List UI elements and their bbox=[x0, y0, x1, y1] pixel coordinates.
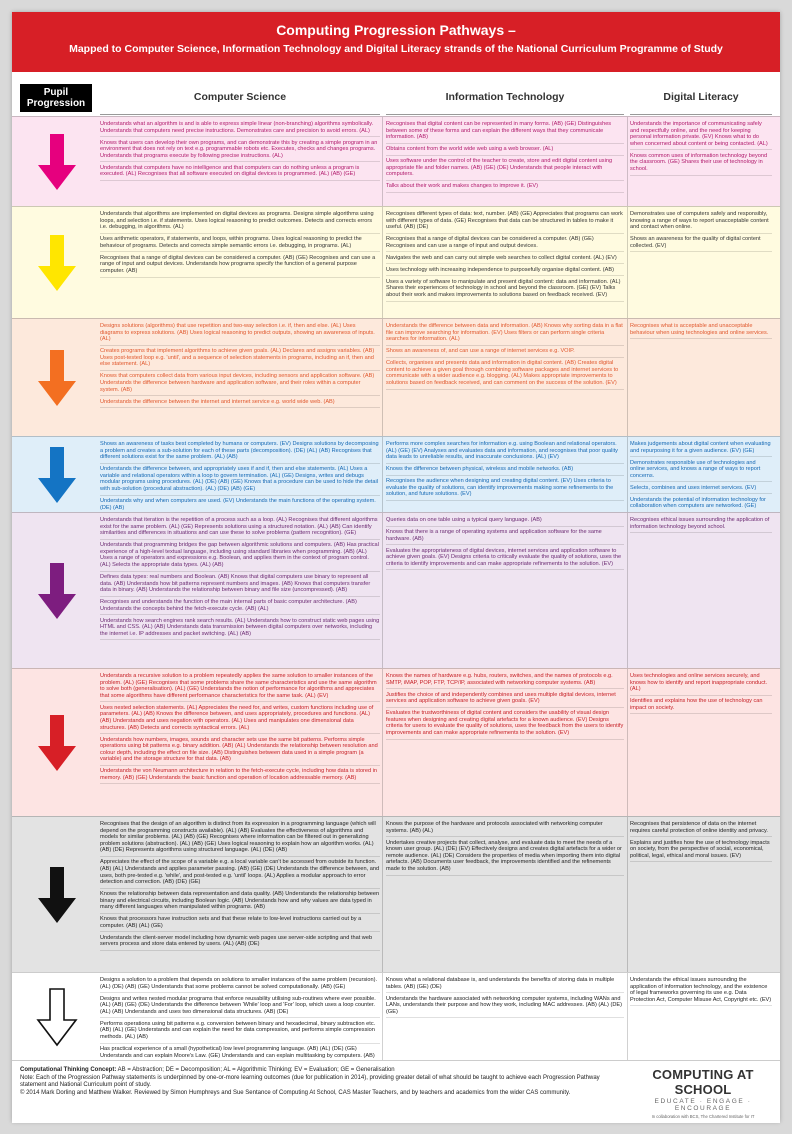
statement: Understands the importance of communicating safely and respectfully online, and the need for keeping personal information private. (EV) Knows what to do when concerned about content or being contacted. (AL) bbox=[630, 121, 772, 150]
column-divider bbox=[627, 973, 628, 1061]
column-divider bbox=[627, 117, 628, 207]
column-divider bbox=[382, 207, 383, 319]
statement: Understands how numbers, images, sounds and character sets use the same bit patterns. Performs simple operations using bit patterns e.g. binary addition. (AB) (AL) Understands the relationship between resolution and colour depth, including the effect on file size. (AB) Distinguishes between data used in a simple program (a variable) and the storage structure for that data. (AB) bbox=[100, 737, 380, 766]
statement: Makes judgements about digital content when evaluating and repurposing it for a given audience. (EV) (GE) bbox=[630, 441, 772, 457]
statement: Creates programs that implement algorithms to achieve given goals. (AL) Declares and assigns variables. (AB) Uses post-tested loop e.g. 'until', and a sequence of selection statements in programs, including an if, then and else statement. (AL) bbox=[100, 348, 380, 371]
column-divider bbox=[627, 817, 628, 973]
cell-it bbox=[386, 673, 624, 815]
footer-text bbox=[20, 1067, 610, 1097]
statement: Knows that users can develop their own programs, and can demonstrate this by creating a simple program in an environment that does not rely on text e.g. programmable robots etc. Executes, checks and changes programs. Understands that programs execute by following precise instructions. (AL) bbox=[100, 140, 380, 163]
cell-cs bbox=[100, 821, 380, 971]
statement: Recognises ethical issues surrounding the application of information technology beyond school. bbox=[630, 517, 772, 533]
statement: Uses arithmetic operators, if statements, and loops, within programs. Uses logical reasoning to predict the behaviour of programs. Detects and corrects simple semantic errors i.e. debugging, in programs. (AL) bbox=[100, 236, 380, 252]
column-divider bbox=[382, 669, 383, 817]
progression-band bbox=[12, 668, 780, 817]
statement: Understands the hardware associated with networking computer systems, including WANs and LANs, understands their purpose and how they work, including MAC addresses. (AB) (AL) (DE) (GE) bbox=[386, 996, 624, 1019]
statement: Uses a variety of software to manipulate and present digital content: data and information. (AL) Shares their experiences of technology in school and beyond the classroom. (GE) (EV) Talks about their work and makes improvements to solutions based on feedback received. (EV) bbox=[386, 279, 624, 302]
statement: Understands the von Neumann architecture in relation to the fetch-execute cycle, including how data is stored in memory. (AB) (GE) Understands the basic function and operation of location addressable memory. (AB) bbox=[100, 768, 380, 784]
statement: Justifies the choice of and independently combines and uses multiple digital devices, internet services and application software to achieve given goals. (EV) bbox=[386, 692, 624, 708]
statement: Performs operations using bit patterns e.g. conversion between binary and hexadecimal, binary subtraction etc. (AB) (AL) (GE) Understands and can explain the need for data compression, and performs simple compression methods. (AL) (AB) bbox=[100, 1021, 380, 1044]
progression-arrow-icon bbox=[34, 233, 80, 293]
header-pupil-progression: Pupil Progression bbox=[20, 84, 92, 112]
cell-it bbox=[386, 517, 624, 667]
cell-cs bbox=[100, 121, 380, 205]
statement: Designs solutions (algorithms) that use repetition and two-way selection i.e. if, then and else. (AL) Uses diagrams to express solutions. (AB) Uses logical reasoning to predict outputs, showing an awareness of inputs. (AL) bbox=[100, 323, 380, 346]
statement: Identifies and explains how the use of technology can impact on society. bbox=[630, 698, 772, 714]
statement: Knows that computers collect data from various input devices, including sensors and application software. (AB) Understands the difference between hardware and application software, and their roles within a computer system. (AB) bbox=[100, 373, 380, 396]
logo-name: COMPUTING AT SCHOOL bbox=[652, 1067, 754, 1097]
cell-cs bbox=[100, 323, 380, 435]
statement: Selects, combines and uses internet services. (EV) bbox=[630, 485, 772, 495]
statement: Recognises that the design of an algorithm is distinct from its expression in a programming language (which will depend on the programming constructs available). (AL) (AB) Evaluates the effectiveness of algorithms and models for similar problems. (AL) (AB) (GE) Recognises where information can be filtered out in generalizing problem solutions (abstraction). (AL) (AB) (GE) Uses logical reasoning to explain how an algorithm works. (AL) (AB) (DE) Represents algorithms using structured language. (AL) (DE) (AB) bbox=[100, 821, 380, 857]
progression-band bbox=[12, 116, 780, 207]
cell-cs bbox=[100, 441, 380, 511]
statement: Recognises different types of data: text, number. (AB) (GE) Appreciates that programs can work with different types of data. (GE) Recognises that data can be structured in tables to make it useful. (AB) (DE) bbox=[386, 211, 624, 234]
page-subtitle: Mapped to Computer Science, Information Technology and Digital Literacy strands of the National Curriculum Programme of Study bbox=[69, 43, 723, 55]
cell-it bbox=[386, 211, 624, 317]
footer-note: Note: Each of the Progression Pathway statements is underpinned by one-or-more learning outcomes (due for publication in 2014), providing greater detail of what should be taught to achieve each Progression Pathway statement and National Curriculum point of study. bbox=[20, 1074, 600, 1088]
cell-cs bbox=[100, 517, 380, 667]
statement: Talks about their work and makes changes to improve it. (EV) bbox=[386, 183, 624, 193]
column-divider bbox=[627, 437, 628, 513]
statement: Appreciates the effect of the scope of a variable e.g. a local variable can't be accessed from outside its function. (AB) (AL) Understands and applies parameter passing. (AB) (GE) (DE) Understands the difference between, and uses, both pre-tested e.g. 'while', and post-tested e.g. 'until' loops. (AL) Applies a modular approach to error detection and correction. (AB) (DE) (GE) bbox=[100, 859, 380, 888]
statement: Understands that programming bridges the gap between algorithmic solutions and computers. (AB) Has practical experience of a high-level textual language, including using standard libraries when programming. (AB) (AL) Uses a range of operators and expressions e.g. Boolean, and applies them in the context of program control. (AL) Selects the appropriate data types. (AL) (AB) bbox=[100, 542, 380, 571]
cell-it bbox=[386, 977, 624, 1059]
statement: Demonstrates responsible use of technologies and online services, and knows a range of ways to report concerns. bbox=[630, 460, 772, 483]
statement: Understands what an algorithm is and is able to express simple linear (non-branching) algorithms symbolically. Understands that computers need precise instructions. Demonstrates care and precision to avoid errors. (AL) bbox=[100, 121, 380, 137]
statement: Recognises and understands the function of the main internal parts of basic computer architecture. (AB) Understands the concepts behind the fetch-execute cycle. (AB) (AL) bbox=[100, 599, 380, 615]
cell-it bbox=[386, 441, 624, 511]
statement: Understands the ethical issues surrounding the application of information technology, and the existence of legal frameworks governing its use e.g. Data Protection Act, Computer Misuse Act, Copyright etc. (EV) bbox=[630, 977, 772, 1006]
statement: Understands that computers have no intelligence and that computers can do nothing unless a program is executed. (AL) Recognises that all software executed on digital devices is programmed. (AL) (AB) (GE) bbox=[100, 165, 380, 181]
column-divider bbox=[382, 817, 383, 973]
page-title: Computing Progression Pathways – bbox=[276, 22, 516, 38]
logo-partner: In collaboration with BCS, The Chartered Institute for IT bbox=[651, 1114, 755, 1119]
statement: Understands the difference between data and information. (AB) Knows why sorting data in a flat file can improve searching for information. (EV) Uses filters or can perform single criteria searches for information. (AL) bbox=[386, 323, 624, 346]
statement: Shows an awareness of, and can use a range of internet services e.g. VOIP. bbox=[386, 348, 624, 358]
progression-band bbox=[12, 436, 780, 513]
ct-label: Computational Thinking Concept: bbox=[20, 1067, 117, 1073]
cas-logo bbox=[630, 1067, 776, 1119]
statement: Queries data on one table using a typical query language. (AB) bbox=[386, 517, 624, 527]
statement: Understands the difference between the internet and internet service e.g. world wide web. (AB) bbox=[100, 399, 380, 409]
statement: Demonstrates use of computers safely and responsibly, knowing a range of ways to report unacceptable content and contact when online. bbox=[630, 211, 772, 234]
statement: Performs more complex searches for information e.g. using Boolean and relational operators. (AL) (GE) (EV) Analyses and evaluates data and information, and recognises that poor quality data leads to unreliable results, and inaccurate conclusions. (AL) (EV) bbox=[386, 441, 624, 464]
progression-arrow-icon bbox=[34, 865, 80, 925]
statement: Uses technologies and online services securely, and knows how to identify and report inappropriate conduct. (AL) bbox=[630, 673, 772, 696]
column-divider bbox=[382, 117, 383, 207]
cell-dl bbox=[630, 211, 772, 317]
statement: Defines data types: real numbers and Boolean. (AB) Knows that digital computers use binary to represent all data. (AB) Understands how bit patterns represent numbers and images. (AB) Knows that computers transfer data in binary. (AB) Understands the relationship between binary and file size (uncompressed). (AB) bbox=[100, 574, 380, 597]
progression-arrow-icon bbox=[34, 987, 80, 1047]
statement: Understands why and when computers are used. (EV) Understands the main functions of the operating system. (DE) (AB) bbox=[100, 498, 380, 511]
statement: Knows what a relational database is, and understands the benefits of storing data in multiple tables. (AB) (GE) (DE) bbox=[386, 977, 624, 993]
progression-arrow-icon bbox=[34, 132, 80, 192]
progression-band bbox=[12, 972, 780, 1061]
column-divider bbox=[627, 207, 628, 319]
cell-cs bbox=[100, 673, 380, 815]
statement: Undertakes creative projects that collect, analyse, and evaluate data to meet the needs of a known user group. (AL) (DE) (EV) Effectively designs and creates digital artefacts for a wider or remote audience. (AL) (DE) Considers the properties of media when importing them into digital artefacts. (AB) Documents user feedback, the improvements identified and the refinements made to the solution. (AB) bbox=[386, 840, 624, 876]
statement: Explains and justifies how the use of technology impacts on society, from the perspective of social, economical, political, legal, ethical and moral issues. (EV) bbox=[630, 840, 772, 863]
column-divider bbox=[382, 513, 383, 669]
statement: Understands that algorithms are implemented on digital devices as programs. Designs simple algorithms using loops, and selection i.e. if statements. Uses logical reasoning to predict outcomes. Detects and corrects errors i.e. debugging, in algorithms. (AL) bbox=[100, 211, 380, 234]
title-banner bbox=[12, 12, 780, 72]
cell-cs bbox=[100, 977, 380, 1059]
progression-arrow-icon bbox=[34, 713, 80, 773]
progression-band bbox=[12, 206, 780, 319]
statement: Understands a recursive solution to a problem repeatedly applies the same solution to smaller instances of the problem. (AL) (GE) Recognises that some problems share the same characteristics and use the same algorithm to solve both (generalisation). (AL) (GE) Understands the notion of performance for algorithms and appreciates that some algorithms have different performance characteristics for the same task. (AL) (EV) bbox=[100, 673, 380, 702]
cell-dl bbox=[630, 673, 772, 815]
statement: Recognises that a range of digital devices can be considered a computer. (AB) (GE) Recognises and can use a range of input and output devices. Understands how programs specify the function of a general purpose computer. (AB) bbox=[100, 255, 380, 278]
column-divider bbox=[627, 513, 628, 669]
statement: Knows that processors have instruction sets and that these relate to low-level instructions carried out by a computer. (AB) (AL) (GE) bbox=[100, 916, 380, 932]
statement: Understands the client-server model including how dynamic web pages use server-side scripting and that web servers process and store data entered by users. (AL) (AB) (DE) bbox=[100, 935, 380, 951]
footer bbox=[12, 1060, 780, 1123]
statement: Uses nested selection statements. (AL) Appreciates the need for, and writes, custom functions including use of parameters. (AL) (AB) Knows the difference between, and uses appropriately, procedures and functions. (AL) (AB) Understands and uses negation with operators. (AL) Uses and manipulates one dimensional data structures. (AB) Detects and corrects syntactical errors. (AL) bbox=[100, 705, 380, 734]
statement: Knows that there is a range of operating systems and application software for the same hardware. (AB) bbox=[386, 529, 624, 545]
cell-dl bbox=[630, 517, 772, 667]
cell-it bbox=[386, 821, 624, 971]
ct-definitions: AB = Abstraction; DE = Decomposition; AL = Algorithmic Thinking; EV = Evaluation; GE = Generalisation bbox=[116, 1067, 395, 1073]
statement: Recognises what is acceptable and unacceptable behaviour when using technologies and online services. bbox=[630, 323, 772, 339]
column-divider bbox=[382, 973, 383, 1061]
header-digital-literacy: Digital Literacy bbox=[630, 80, 772, 115]
statement: Understands how search engines rank search results. (AL) Understands how to construct static web pages using HTML and CSS. (AL) (AB) Understands data transmission between digital computers over networks, including the internet i.e. IP addresses and packet switching. (AL) (AB) bbox=[100, 618, 380, 641]
statement: Knows the difference between physical, wireless and mobile networks. (AB) bbox=[386, 466, 624, 476]
statement: Recognises that a range of digital devices can be considered a computer. (AB) (GE) Recognises and can use a range of input and output devices. bbox=[386, 236, 624, 252]
column-divider bbox=[627, 319, 628, 437]
statement: Navigates the web and can carry out simple web searches to collect digital content. (AL) (EV) bbox=[386, 255, 624, 265]
cell-cs bbox=[100, 211, 380, 317]
poster bbox=[12, 12, 780, 1122]
progression-band bbox=[12, 512, 780, 669]
footer-copyright: © 2014 Mark Dorling and Matthew Walker. Reviewed by Simon Humphreys and Sue Sentance of Computing At School, CAS Master Teachers, and by teachers and academics from the wider CAS community. bbox=[20, 1089, 571, 1096]
header-computer-science: Computer Science bbox=[100, 80, 380, 115]
statement: Designs and writes nested modular programs that enforce reusability utilising sub-routines where ever possible. (AL) (AB) (GE) (DE) Understands the difference between 'While' loop and 'For' loop, which uses a loop counter. (AL) (AB) Understands and uses two dimensional data structures. (AB) (DE) bbox=[100, 996, 380, 1019]
logo-tagline: EDUCATE · ENGAGE · ENCOURAGE bbox=[654, 1098, 752, 1112]
progression-arrow-icon bbox=[34, 348, 80, 408]
cell-dl bbox=[630, 977, 772, 1059]
progression-band bbox=[12, 318, 780, 437]
statement: Understands that iteration is the repetition of a process such as a loop. (AL) Recognises that different algorithms exist for the same problem. (AL) (GE) Represents solutions using a structured notation. (AL) (AB) Can identify similarities and differences in situations and can use these to solve problems (pattern recognition). (GE) bbox=[100, 517, 380, 540]
statement: Knows the purpose of the hardware and protocols associated with networking computer systems. (AB) (AL) bbox=[386, 821, 624, 837]
statement: Knows the names of hardware e.g. hubs, routers, switches, and the names of protocols e.g. SMTP, iMAP, POP, FTP, TCP/IP, associated with networking computer systems. (AB) bbox=[386, 673, 624, 689]
statement: Designs a solution to a problem that depends on solutions to smaller instances of the same problem (recursion). (AL) (DE) (AB) (GE) Understands that some problems cannot be solved computationally. (AB) (GE) bbox=[100, 977, 380, 993]
statement: Recognises the audience when designing and creating digital content. (EV) Uses criteria to evaluate the quality of solutions, can identify improvements making some refinements to the solution, and future solutions. (EV) bbox=[386, 478, 624, 501]
progression-arrow-icon bbox=[34, 445, 80, 505]
statement: Recognises that persistence of data on the internet requires careful protection of online identity and privacy. bbox=[630, 821, 772, 837]
statement: Knows the relationship between data representation and data quality. (AB) Understands the relationship between binary and electrical circuits, including Boolean logic. (AB) Understands how and why values are data typed in many different languages when manipulated within programs. (AB) bbox=[100, 891, 380, 914]
cell-dl bbox=[630, 441, 772, 511]
statement: Shows an awareness of tasks best completed by humans or computers. (EV) Designs solutions by decomposing a problem and creates a sub-solution for each of these parts (decomposition). (DE) (AL) (AB) Recognises that different solutions exist for the same problem. (AL) (AB) bbox=[100, 441, 380, 464]
statement: Knows common uses of information technology beyond the classroom. (GE) Shares their use of technology in school. bbox=[630, 153, 772, 176]
statement: Uses software under the control of the teacher to create, store and edit digital content using appropriate file and folder names. (AB) (GE) (DE) Understands that people interact with computers. bbox=[386, 158, 624, 181]
statement: Recognises that digital content can be represented in many forms. (AB) (GE) Distinguishes between some of these forms and can explain the different ways that they communicate information. (AB) bbox=[386, 121, 624, 144]
statement: Has practical experience of a small (hypothetical) low level programming language. (AB) (AL) (DE) (GE) Understands and can explain Moore's Law. (GE) Understands and can explain multitasking by computers. (AB) bbox=[100, 1046, 380, 1059]
statement: Understands the potential of information technology for collaboration when computers are networked. (GE) bbox=[630, 497, 772, 511]
statement: Uses technology with increasing independence to purposefully organise digital content. (AB) bbox=[386, 267, 624, 277]
statement: Collects, organises and presents data and information in digital content. (AB) Creates digital content to achieve a given goal through combining software packages and internet services to communicate with a wider audience e.g. blogging. (AL) Makes appropriate improvements to solutions based on feedback received, and can comment on the success of the solution. (EV) bbox=[386, 360, 624, 389]
cell-dl bbox=[630, 323, 772, 435]
statement: Obtains content from the world wide web using a web browser. (AL) bbox=[386, 146, 624, 156]
progression-band bbox=[12, 816, 780, 973]
statement: Evaluates the appropriateness of digital devices, internet services and application software to achieve given goals. (EV) Designs criteria to critically evaluate the quality of solutions, uses the criteria to identify improvements and can make appropriate refinements to the solution. (EV) bbox=[386, 548, 624, 571]
cell-it bbox=[386, 121, 624, 205]
statement: Shows an awareness for the quality of digital content collected. (EV) bbox=[630, 236, 772, 252]
cell-dl bbox=[630, 121, 772, 205]
progression-arrow-icon bbox=[34, 561, 80, 621]
statement: Understands the difference between, and appropriately uses if and if, then and else statements. (AL) Uses a variable and relational operators within a loop to govern termination. (AL) (GE) Designs, writes and debugs modular programs using procedures. (AL) (DE) (AB) (GE) Knows that a procedure can be used to hide the detail with sub-solution (procedural abstraction). (AL) (DE) (AB) (GE) bbox=[100, 466, 380, 495]
statement: Evaluates the trustworthiness of digital content and considers the usability of visual design features when designing and creating digital artefacts for a known audience. (EV) Designs criteria for users to evaluate the quality of solutions, uses the feedback from the users to identify improvements and can make appropriate refinements to the solution. (EV) bbox=[386, 710, 624, 739]
cell-it bbox=[386, 323, 624, 435]
column-divider bbox=[382, 437, 383, 513]
column-divider bbox=[627, 669, 628, 817]
cell-dl bbox=[630, 821, 772, 971]
header-information-technology: Information Technology bbox=[386, 80, 624, 115]
column-divider bbox=[382, 319, 383, 437]
